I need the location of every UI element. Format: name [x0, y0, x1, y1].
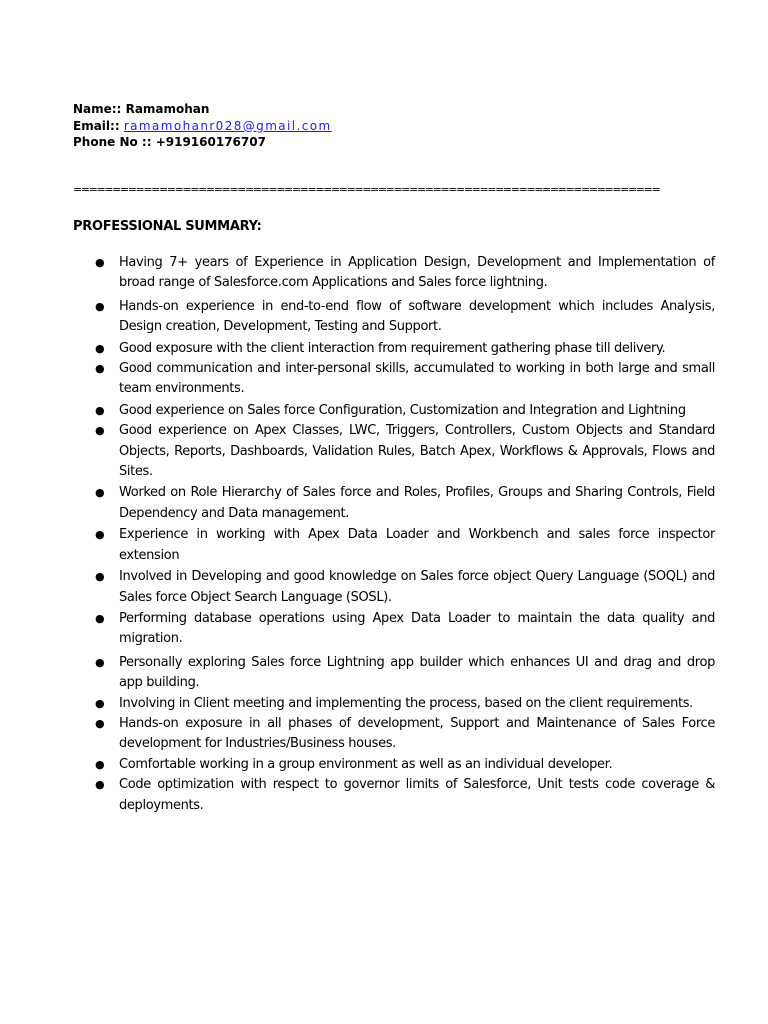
summary-item-text: Good experience on Apex Classes, LWC, Triggers, Controllers, Custom Objects and Standard Objects, Reports, Dashboards, Validation Rules, Batch Apex, Workflows & Approvals, Flows and Sites. [119, 423, 715, 480]
summary-item [95, 421, 715, 482]
summary-item-text: Involved in Developing and good knowledge on Sales force object Query Language (SOQL) and Sales force Object Search Language (SOSL). [119, 569, 715, 605]
summary-item-text: Hands-on exposure in all phases of development, Support and Maintenance of Sales Force development for Industries/Business houses. [119, 715, 715, 752]
bullet-icon: ● [95, 757, 105, 771]
summary-item [95, 694, 715, 714]
bullet-icon: ● [95, 424, 105, 438]
summary-item [95, 653, 715, 694]
phone-label: Phone No :: [73, 135, 152, 149]
bullet-icon: ● [95, 403, 105, 417]
contact-block [73, 101, 332, 151]
summary-item [95, 567, 715, 608]
summary-list [95, 253, 715, 816]
summary-item [95, 359, 715, 400]
section-title: PROFESSIONAL SUMMARY: [73, 219, 262, 234]
summary-item-text: Good experience on Sales force Configuration, Customization and Integration and Lightning [119, 402, 686, 418]
email-label: Email:: [73, 118, 120, 133]
name-label: Name:: [73, 102, 122, 116]
summary-item-text: Having 7+ years of Experience in Application Design, Development and Implementation of broad range of Salesforce.com Applications and Sales force lightning. [119, 255, 715, 291]
summary-item [95, 775, 715, 816]
summary-item-text: Personally exploring Sales force Lightning app builder which enhances UI and drag and drop app building. [119, 654, 715, 691]
name-row [73, 101, 332, 118]
bullet-icon: ● [95, 299, 105, 313]
summary-item [95, 297, 715, 338]
summary-item [95, 253, 715, 294]
summary-item-text: Worked on Role Hierarchy of Sales force and Roles, Profiles, Groups and Sharing Controls, Field Dependency and Data management. [119, 485, 715, 521]
bullet-icon: ● [95, 486, 105, 500]
bullet-icon: ● [95, 256, 105, 269]
bullet-icon: ● [95, 528, 105, 542]
phone-value: +919160176707 [155, 135, 266, 149]
bullet-icon: ● [95, 696, 105, 710]
summary-item [95, 755, 715, 775]
summary-item-text: Good exposure with the client interaction from requirement gathering phase till delivery. [119, 340, 666, 356]
email-link[interactable]: ramamohanr028@gmail.com [123, 118, 332, 133]
phone-row [73, 134, 332, 151]
summary-item-text: Involving in Client meeting and implementing the process, based on the client requirements. [119, 695, 693, 711]
summary-item [95, 714, 715, 755]
bullet-icon: ● [95, 570, 105, 584]
bullet-icon: ● [95, 716, 105, 730]
bullet-icon: ● [95, 778, 105, 792]
summary-item [95, 401, 715, 421]
summary-item-text: Comfortable working in a group environment as well as an individual developer. [119, 756, 613, 772]
summary-item-text: Code optimization with respect to governor limits of Salesforce, Unit tests code coverage & deployments. [119, 777, 715, 813]
summary-item [95, 525, 715, 566]
summary-item-text: Performing database operations using Apex Data Loader to maintain the data quality and migration. [119, 610, 715, 647]
summary-item [95, 339, 715, 359]
summary-item [95, 483, 715, 524]
summary-item-text: Experience in working with Apex Data Loader and Workbench and sales force inspector extension [119, 527, 715, 563]
bullet-icon: ● [95, 362, 105, 376]
email-row [73, 118, 332, 135]
summary-item-text: Hands-on experience in end-to-end flow of software development which includes Analysis, Design creation, Development, Testing and Support. [119, 298, 715, 335]
separator-line: =========================================================================== [73, 183, 660, 196]
bullet-icon: ● [95, 655, 105, 669]
bullet-icon: ● [95, 341, 105, 355]
summary-item [95, 609, 715, 650]
summary-item-text: Good communication and inter-personal skills, accumulated to working in both large and small team environments. [119, 361, 715, 397]
bullet-icon: ● [95, 611, 105, 625]
name-value: Ramamohan [125, 102, 210, 116]
